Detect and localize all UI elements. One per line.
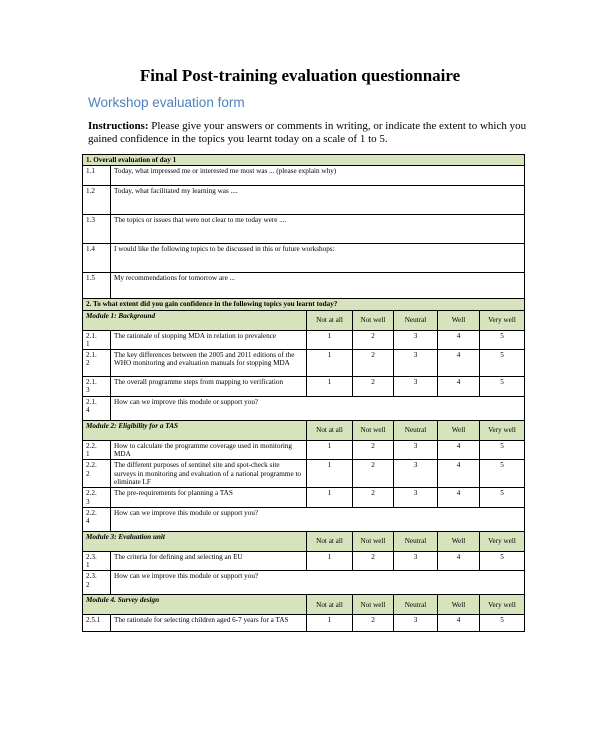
scale-label: Very well xyxy=(480,420,525,440)
scale-label: Neutral xyxy=(394,310,438,330)
item-number: 2.1. 3 xyxy=(83,377,111,397)
improvement-comment-cell[interactable]: How can we improve this module or support you? xyxy=(111,571,525,595)
scale-label: Not well xyxy=(353,420,394,440)
rating-option[interactable]: 4 xyxy=(438,440,480,460)
section-1-header: 1. Overall evaluation of day 1 xyxy=(83,155,525,166)
item-number: 2.3. 1 xyxy=(83,551,111,571)
item-number: 2.3. 2 xyxy=(83,571,111,595)
rating-option[interactable]: 2 xyxy=(353,330,394,350)
rating-option[interactable]: 3 xyxy=(394,460,438,488)
scale-label: Not at all xyxy=(307,310,353,330)
rating-option[interactable]: 1 xyxy=(307,460,353,488)
topic-text: The different purposes of sentinel site and spot-check site surveys in monitoring and evaluation of a national programme to eliminate LF xyxy=(111,460,307,488)
rating-option[interactable]: 5 xyxy=(480,440,525,460)
rating-option[interactable]: 1 xyxy=(307,551,353,571)
improvement-comment-cell[interactable]: How can we improve this module or support you? xyxy=(111,396,525,420)
section-2-header: 2. To what extent did you gain confidence in the following topics you learnt today? xyxy=(83,299,525,310)
topic-text: How to calculate the programme coverage used in monitoring MDA xyxy=(111,440,307,460)
rating-option[interactable]: 3 xyxy=(394,377,438,397)
scale-label: Very well xyxy=(480,531,525,551)
item-number: 1.2 xyxy=(83,186,111,215)
rating-option[interactable]: 3 xyxy=(394,350,438,377)
rating-option[interactable]: 2 xyxy=(353,377,394,397)
open-question-cell[interactable]: I would like the following topics to be discussed in this or future workshops: xyxy=(111,244,525,273)
rating-option[interactable]: 3 xyxy=(394,330,438,350)
rating-option[interactable]: 2 xyxy=(353,551,394,571)
rating-option[interactable]: 5 xyxy=(480,330,525,350)
item-number: 1.4 xyxy=(83,244,111,273)
rating-option[interactable]: 1 xyxy=(307,350,353,377)
scale-label: Neutral xyxy=(394,531,438,551)
instructions-label: Instructions: xyxy=(88,120,149,132)
item-number: 1.5 xyxy=(83,273,111,299)
instructions-text: Please give your answers or comments in writing, or indicate the extent to which you gained confidence in the topics you learnt today on a scale of 1 to 5. xyxy=(88,120,527,145)
item-number: 2.5.1 xyxy=(83,615,111,632)
scale-label: Well xyxy=(438,310,480,330)
rating-option[interactable]: 4 xyxy=(438,460,480,488)
scale-label: Neutral xyxy=(394,595,438,615)
rating-option[interactable]: 5 xyxy=(480,377,525,397)
scale-label: Not well xyxy=(353,531,394,551)
topic-text: The rationale for selecting children aged 6-7 years for a TAS xyxy=(111,615,307,632)
rating-option[interactable]: 1 xyxy=(307,377,353,397)
rating-option[interactable]: 4 xyxy=(438,350,480,377)
rating-option[interactable]: 5 xyxy=(480,615,525,632)
scale-label: Not at all xyxy=(307,531,353,551)
item-number: 2.2. 4 xyxy=(83,507,111,531)
item-number: 1.3 xyxy=(83,215,111,244)
item-number: 2.2. 2 xyxy=(83,460,111,488)
rating-option[interactable]: 3 xyxy=(394,488,438,508)
rating-option[interactable]: 2 xyxy=(353,615,394,632)
rating-option[interactable]: 5 xyxy=(480,350,525,377)
rating-option[interactable]: 5 xyxy=(480,460,525,488)
rating-option[interactable]: 2 xyxy=(353,460,394,488)
module-header: Module 2: Eligibility for a TAS xyxy=(83,420,307,440)
rating-option[interactable]: 3 xyxy=(394,551,438,571)
scale-label: Well xyxy=(438,531,480,551)
scale-label: Neutral xyxy=(394,420,438,440)
open-question-cell[interactable]: The topics or issues that were not clear to me today were .... xyxy=(111,215,525,244)
document-title: Final Post-training evaluation questionnaire xyxy=(139,66,461,85)
module-header: Module 3: Evaluation unit xyxy=(83,531,307,551)
topic-text: The overall programme steps from mapping to verification xyxy=(111,377,307,397)
open-question-cell[interactable]: Today, what facilitated my learning was .... xyxy=(111,186,525,215)
item-number: 2.1. 2 xyxy=(83,350,111,377)
scale-label: Not at all xyxy=(307,420,353,440)
instructions xyxy=(88,120,538,146)
topic-text: The rationale of stopping MDA in relation to prevalence xyxy=(111,330,307,350)
scale-label: Very well xyxy=(480,595,525,615)
rating-option[interactable]: 3 xyxy=(394,440,438,460)
rating-option[interactable]: 1 xyxy=(307,615,353,632)
rating-option[interactable]: 1 xyxy=(307,440,353,460)
item-number: 2.1. 1 xyxy=(83,330,111,350)
open-question-cell[interactable]: Today, what impressed me or interested me most was ... (please explain why) xyxy=(111,166,525,186)
item-number: 2.2. 3 xyxy=(83,488,111,508)
module-header: Module 1: Background xyxy=(83,310,307,330)
topic-text: The key differences between the 2005 and 2011 editions of the WHO monitoring and evaluation manuals for stopping MDA xyxy=(111,350,307,377)
questionnaire-table xyxy=(82,154,525,632)
scale-label: Very well xyxy=(480,310,525,330)
module-header: Module 4. Survey design xyxy=(83,595,307,615)
item-number: 2.2. 1 xyxy=(83,440,111,460)
rating-option[interactable]: 4 xyxy=(438,615,480,632)
scale-label: Not well xyxy=(353,595,394,615)
item-number: 2.1. 4 xyxy=(83,396,111,420)
open-question-cell[interactable]: My recommendations for tomorrow are ... xyxy=(111,273,525,299)
rating-option[interactable]: 2 xyxy=(353,440,394,460)
scale-label: Well xyxy=(438,595,480,615)
topic-text: The pre-requirements for planning a TAS xyxy=(111,488,307,508)
rating-option[interactable]: 4 xyxy=(438,330,480,350)
scale-label: Not well xyxy=(353,310,394,330)
form-subtitle: Workshop evaluation form xyxy=(88,95,245,110)
rating-option[interactable]: 4 xyxy=(438,488,480,508)
item-number: 1.1 xyxy=(83,166,111,186)
rating-option[interactable]: 5 xyxy=(480,488,525,508)
rating-option[interactable]: 4 xyxy=(438,551,480,571)
topic-text: The criteria for defining and selecting an EU xyxy=(111,551,307,571)
improvement-comment-cell[interactable]: How can we improve this module or support you? xyxy=(111,507,525,531)
scale-label: Not at all xyxy=(307,595,353,615)
rating-option[interactable]: 1 xyxy=(307,330,353,350)
rating-option[interactable]: 1 xyxy=(307,488,353,508)
rating-option[interactable]: 4 xyxy=(438,377,480,397)
rating-option[interactable]: 5 xyxy=(480,551,525,571)
rating-option[interactable]: 3 xyxy=(394,615,438,632)
rating-option[interactable]: 2 xyxy=(353,488,394,508)
scale-label: Well xyxy=(438,420,480,440)
rating-option[interactable]: 2 xyxy=(353,350,394,377)
